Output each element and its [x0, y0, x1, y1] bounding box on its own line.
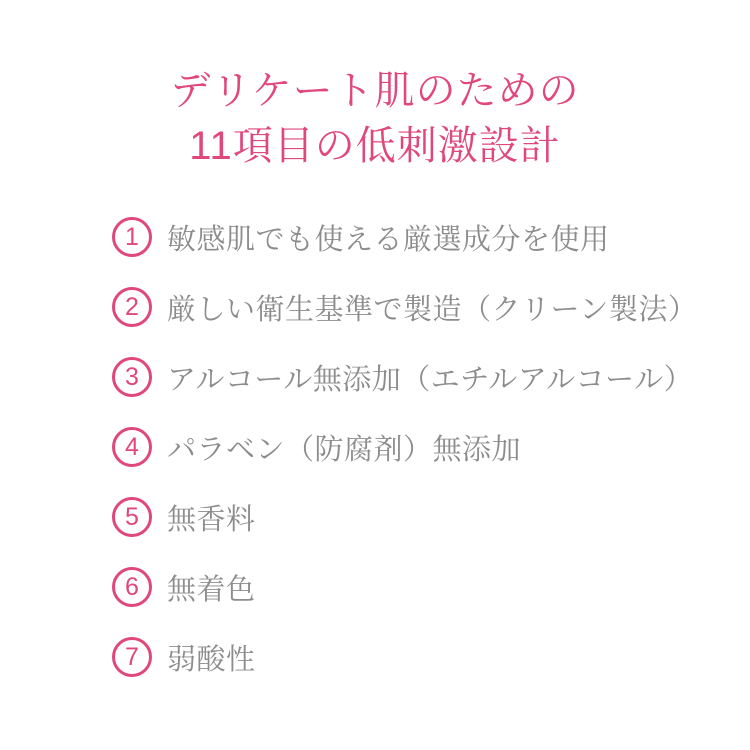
list-item	[0, 552, 750, 622]
item-number-badge: 7	[112, 637, 152, 677]
item-label: 敏感肌でも使える厳選成分を使用	[167, 223, 610, 256]
item-number-badge: 3	[112, 357, 152, 397]
item-label: 無香料	[167, 503, 256, 536]
page-title	[0, 64, 750, 174]
list-item	[0, 412, 750, 482]
item-label: 無着色	[167, 573, 256, 606]
item-number-badge: 1	[112, 217, 152, 257]
list-item	[0, 342, 750, 412]
title-line-1: デリケート肌のための	[170, 69, 580, 113]
item-number-badge: 2	[112, 287, 152, 327]
item-number-badge: 6	[112, 567, 152, 607]
list-item	[0, 482, 750, 552]
item-label: パラベン（防腐剤）無添加	[167, 433, 522, 466]
item-number-badge: 5	[112, 497, 152, 537]
item-label: 弱酸性	[167, 643, 256, 676]
list-item	[0, 272, 750, 342]
item-label: アルコール無添加（エチルアルコール）	[167, 363, 694, 396]
title-line-2: 11項目の低刺激設計	[189, 124, 561, 168]
item-label: 厳しい衛生基準で製造（クリーン製法）	[167, 293, 698, 326]
feature-list	[0, 202, 750, 692]
item-number-badge: 4	[112, 427, 152, 467]
list-item	[0, 622, 750, 692]
list-item	[0, 202, 750, 272]
